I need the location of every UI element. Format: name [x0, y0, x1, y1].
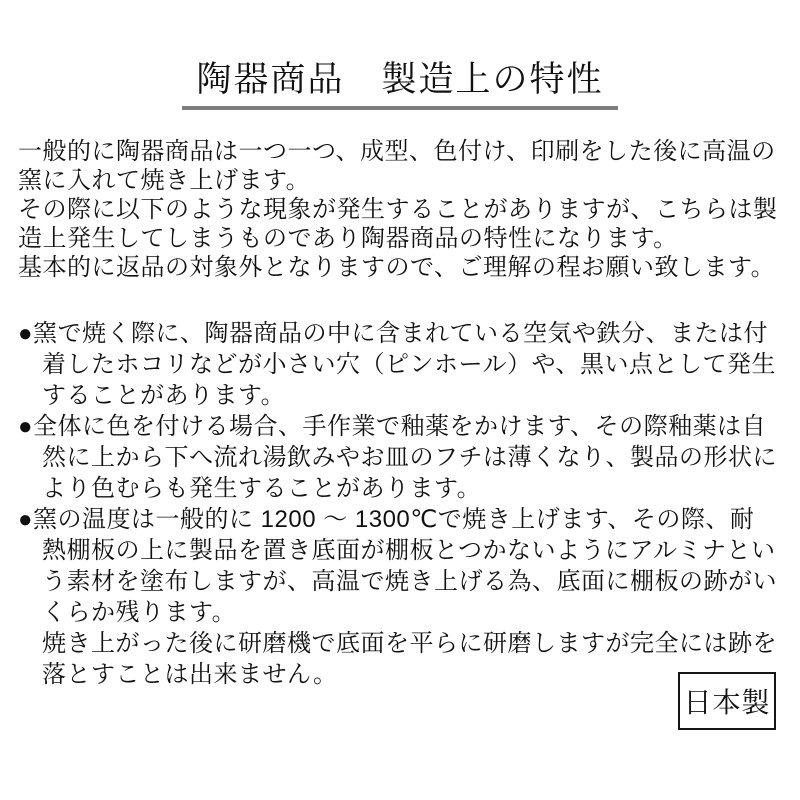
page-title: 陶器商品 製造上の特性 — [182, 57, 617, 110]
intro-line: 窯に入れて焼き上げます。 — [18, 167, 311, 194]
bullet-line: くらか残ります。 — [42, 599, 237, 626]
bullet-item-kiln-shelf-marks — [18, 504, 790, 690]
intro-line: 一般的に陶器商品は一つ一つ、成型、色付け、印刷をした後に高温の — [18, 138, 776, 165]
bullet-item-glaze-unevenness — [18, 411, 790, 504]
intro-line: 基本的に返品の対象外となりますので、ご理解の程お願い致します。 — [18, 254, 776, 281]
bullet-line: 熱棚板の上に製品を置き底面が棚板とつかないようにアルミナとい — [42, 537, 776, 564]
intro-line: その際に以下のような現象が発生することがありますが、こちらは製 — [18, 196, 778, 223]
bullet-line: より色むらも発生することがあります。 — [42, 475, 482, 502]
title-section — [0, 0, 800, 110]
bullet-line: う素材を塗布しますが、高温で焼き上げる為、底面に棚板の跡がい — [42, 568, 777, 595]
bullet-line: することがあります。 — [42, 382, 286, 409]
bullet-line: 着したホコリなどが小さい穴（ピンホール）や、黒い点として発生 — [42, 351, 777, 378]
made-in-japan-label: 日本製 — [683, 687, 771, 718]
bullet-line: 焼き上がった後に研磨機で底面を平らに研磨しますが完全には跡を — [42, 630, 777, 657]
notice-content — [0, 137, 800, 690]
intro-paragraph — [18, 137, 790, 282]
bullet-line: ●窯の温度は一般的に 1200 ～ 1300℃で焼き上げます、その際、耐 — [18, 506, 755, 533]
bullet-list — [18, 318, 790, 690]
bullet-line: 落とすことは出来ません。 — [42, 661, 338, 688]
made-in-japan-box — [678, 672, 776, 730]
bullet-line: 然に上から下へ流れ湯飲みやお皿のフチは薄くなり、製品の形状に — [42, 444, 777, 471]
bullet-line: ●窯で焼く際に、陶器商品の中に含まれている空気や鉄分、または付 — [18, 320, 768, 347]
bullet-line: ●全体に色を付ける場合、手作業で釉薬をかけます、その際釉薬は自 — [18, 413, 767, 440]
intro-line: 造上発生してしまうものであり陶器商品の特性になります。 — [18, 225, 678, 252]
bullet-item-pinholes — [18, 318, 790, 411]
